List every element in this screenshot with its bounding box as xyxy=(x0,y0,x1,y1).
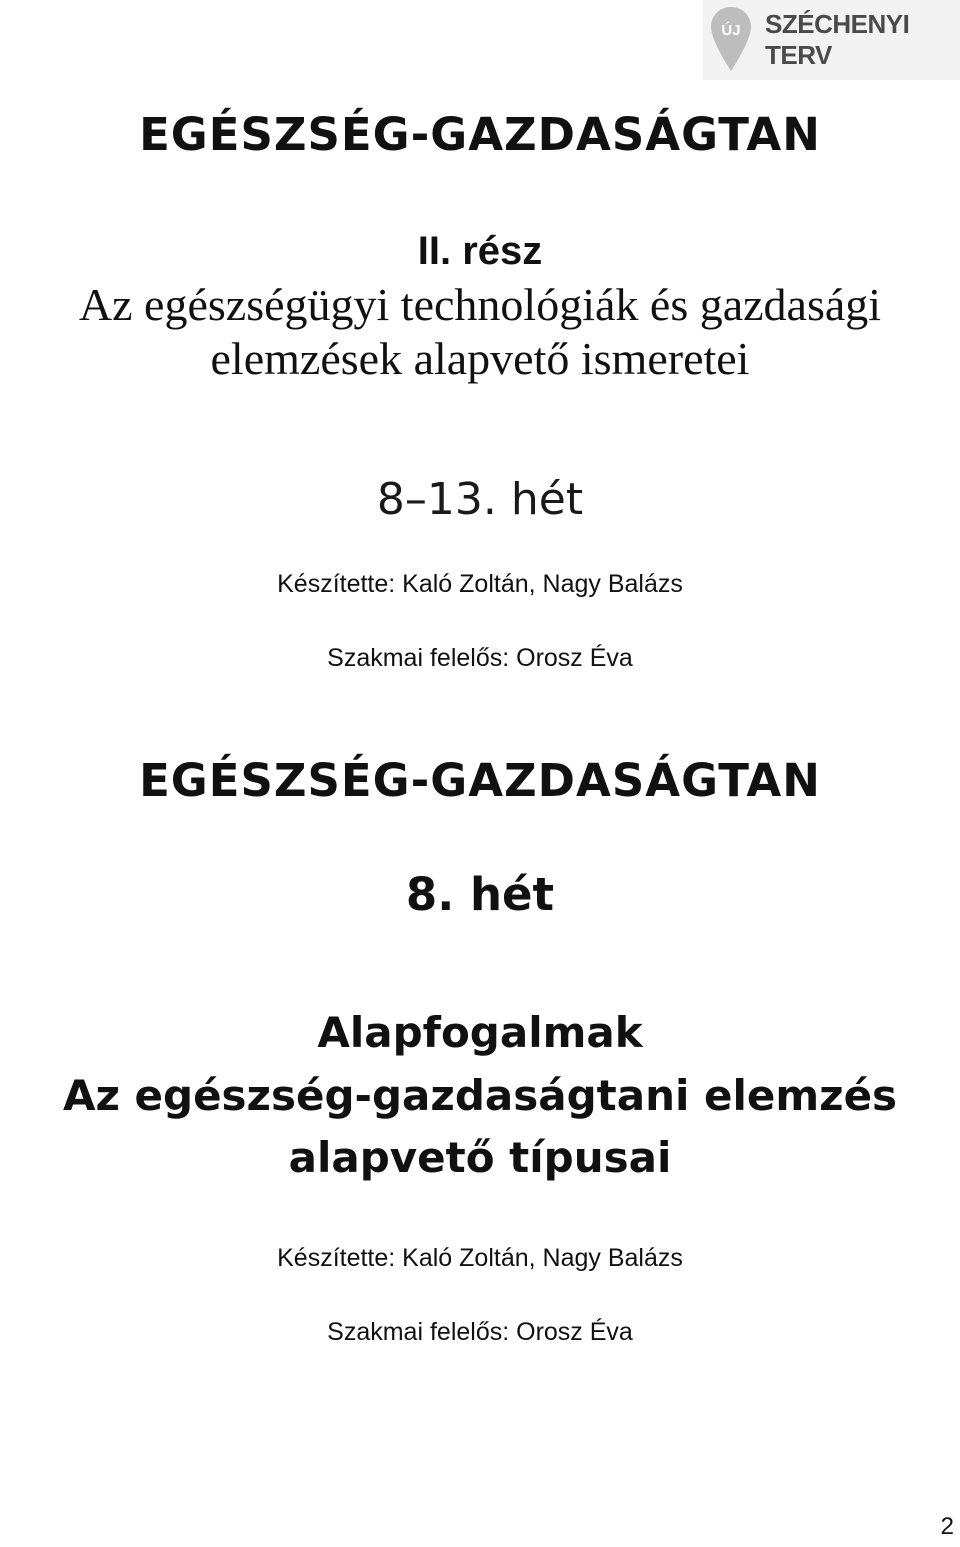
topic-line3: alapvető típusai xyxy=(288,1133,672,1182)
page-number: 2 xyxy=(940,1513,954,1540)
responsible-line-2: Szakmai felelős: Orosz Éva xyxy=(327,1318,633,1346)
topic-line1: Alapfogalmak xyxy=(317,1008,643,1057)
logo-pin-text: ÚJ xyxy=(721,22,741,39)
part-label: II. rész xyxy=(417,229,543,273)
course-title-2: EGÉSZSÉG-GAZDASÁGTAN xyxy=(139,754,821,807)
part-subtitle-line2: elemzések alapvető ismeretei xyxy=(210,333,750,384)
topic-line2: Az egészség-gazdaságtani elemzés xyxy=(62,1071,898,1120)
szechenyi-terv-logo xyxy=(703,0,960,80)
responsible-line: Szakmai felelős: Orosz Éva xyxy=(327,644,633,672)
week-label: 8. hét xyxy=(405,868,555,921)
map-pin-icon xyxy=(709,5,753,75)
week-range: 8–13. hét xyxy=(376,474,584,525)
part-subtitle-line1: Az egészségügyi technológiák és gazdasági xyxy=(78,279,882,330)
course-title: EGÉSZSÉG-GAZDASÁGTAN xyxy=(139,108,821,161)
authors-line-2: Készítette: Kaló Zoltán, Nagy Balázs xyxy=(277,1244,683,1272)
logo-text: SZÉCHENYI TERV xyxy=(765,9,910,70)
authors-line: Készítette: Kaló Zoltán, Nagy Balázs xyxy=(277,570,683,598)
